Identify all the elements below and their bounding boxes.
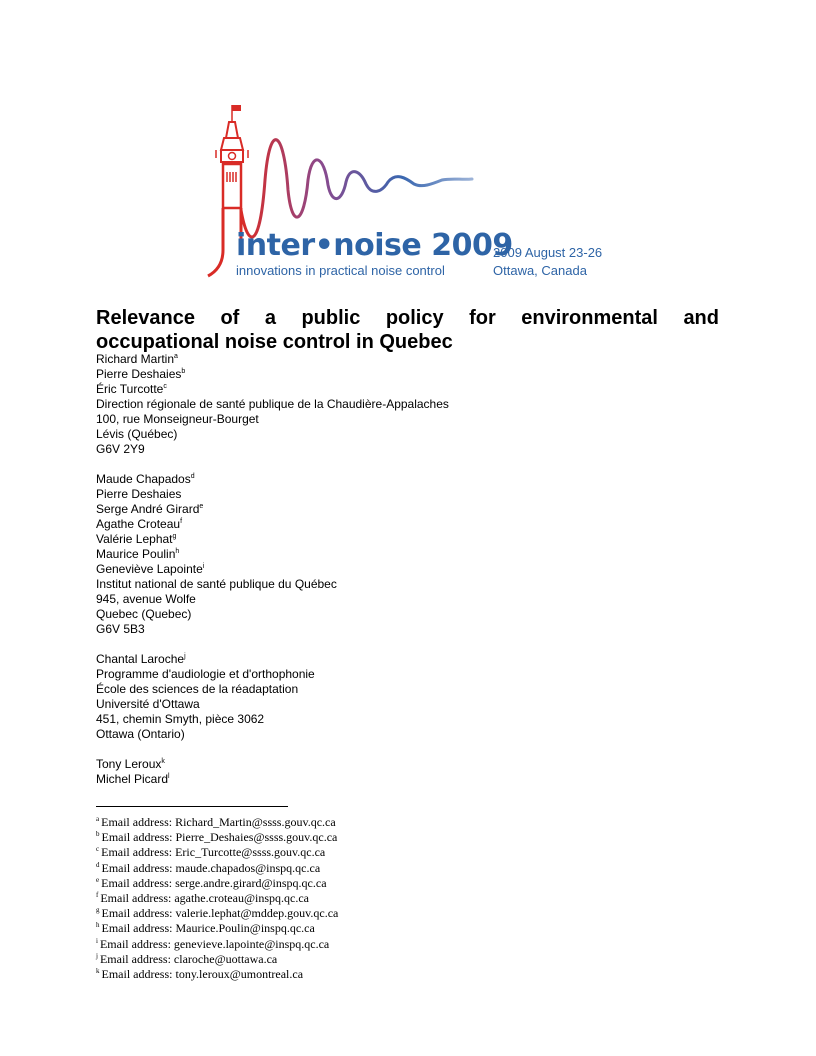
footnote-marker: e: [199, 503, 204, 510]
affiliation-line-text: 945, avenue Wolfe: [96, 592, 196, 606]
affiliation-line: [96, 712, 696, 727]
title-word: policy: [385, 307, 444, 329]
footnote-email: Email address: Eric_Turcotte@ssss.gouv.qc.ca: [101, 845, 326, 860]
affiliation-line: [96, 622, 696, 637]
conference-date: 2009 August 23-26: [493, 245, 603, 260]
footnote-email: Email address: valerie.lephat@mddep.gouv.qc.ca: [101, 906, 339, 921]
author-name-text: Chantal Laroche: [96, 652, 185, 666]
spacer: [96, 637, 696, 652]
affiliation-line: [96, 697, 696, 712]
affiliation-line: [96, 682, 696, 697]
author-name: [96, 502, 696, 517]
title-word: public: [301, 307, 361, 329]
footnote-email: Email address: serge.andre.girard@inspq.qc.ca: [101, 875, 327, 890]
conference-logo: [200, 100, 620, 285]
title-word: and: [683, 307, 719, 329]
spacer: [96, 742, 696, 757]
affiliation-line: [96, 427, 696, 442]
affiliation-line-text: Programme d'audiologie et d'orthophonie: [96, 667, 315, 681]
author-name-text: Richard Martin: [96, 352, 175, 366]
title-word: of: [220, 307, 240, 329]
author-name-text: Agathe Croteau: [96, 517, 181, 531]
footnote-marker: k: [161, 758, 165, 765]
affiliation-line: [96, 727, 696, 742]
author-name: [96, 562, 696, 577]
paper-title-line2: occupational noise control in Quebec: [96, 331, 453, 353]
title-word: Relevance: [96, 307, 195, 329]
title-word: a: [264, 307, 276, 329]
affiliation-line: [96, 412, 696, 427]
footnote-marker: d: [190, 473, 195, 480]
footnote: [96, 876, 696, 891]
author-name-text: Éric Turcotte: [96, 382, 164, 396]
affiliation-line: [96, 667, 696, 682]
affiliation-line-text: École des sciences de la réadaptation: [96, 682, 299, 696]
author-block: [96, 352, 696, 787]
footnotes: [96, 815, 696, 982]
footnote-marker: f: [96, 891, 99, 900]
footnote-email: Email address: maude.chapados@inspq.qc.ca: [101, 860, 321, 875]
footnote-email: Email address: Maurice.Poulin@inspq.qc.ca: [101, 921, 315, 936]
affiliation-line-text: G6V 5B3: [96, 622, 145, 636]
footnote: [96, 921, 696, 936]
footnote: [96, 830, 696, 845]
footnote-email: Email address: agathe.croteau@inspq.qc.ca: [100, 891, 309, 906]
author-name: [96, 517, 696, 532]
author-name: [96, 352, 696, 367]
footnote-email: Email address: Richard_Martin@ssss.gouv.qc.ca: [101, 815, 336, 829]
footnote-marker: h: [96, 921, 100, 930]
author-name-text: Pierre Deshaies: [96, 487, 182, 501]
affiliation-line: [96, 442, 696, 457]
affiliation-line-text: Quebec (Quebec): [96, 607, 192, 621]
footnote-marker: j: [184, 653, 186, 660]
footnote: [96, 967, 696, 982]
footnote-marker: c: [163, 383, 167, 390]
footnote: [96, 815, 696, 830]
paper-title-line1: [96, 306, 719, 330]
footnote-marker: b: [96, 830, 100, 839]
footnote: [96, 845, 696, 860]
footnote-marker: a: [96, 815, 100, 823]
affiliation-line-text: Lévis (Québec): [96, 427, 178, 441]
footnote-marker: g: [96, 906, 100, 915]
title-word: for: [469, 307, 496, 329]
author-name: [96, 487, 696, 502]
affiliation-line: [96, 397, 696, 412]
affiliation-line-text: G6V 2Y9: [96, 442, 145, 456]
author-name: [96, 367, 696, 382]
footnote-marker: d: [96, 860, 100, 869]
author-name: [96, 772, 696, 787]
footnote-marker: a: [174, 353, 178, 360]
footnote: [96, 891, 696, 906]
author-name-text: Maude Chapados: [96, 472, 191, 486]
author-name-text: Maurice Poulin: [96, 547, 176, 561]
author-name-text: Michel Picard: [96, 772, 169, 786]
footnote-marker: i: [202, 563, 205, 570]
footnote-marker: c: [96, 845, 100, 854]
affiliation-line-text: Institut national de santé publique du Québec: [96, 577, 337, 591]
author-name: [96, 652, 696, 667]
footnote-marker: l: [168, 773, 170, 780]
author-name-text: Serge André Girard: [96, 502, 200, 516]
footnote-marker: f: [180, 518, 183, 525]
footnote-marker: i: [96, 936, 98, 945]
author-name-text: Pierre Deshaies: [96, 367, 182, 381]
spacer: [96, 457, 696, 472]
affiliation-line-text: Ottawa (Ontario): [96, 727, 185, 741]
footnote-marker: g: [172, 533, 177, 540]
author-name-text: Tony Leroux: [96, 757, 162, 771]
footnote-marker: j: [96, 951, 98, 960]
conference-location: Ottawa, Canada: [493, 263, 587, 278]
footnote-marker: h: [175, 548, 180, 555]
title-word: environmental: [521, 307, 658, 329]
footnote-email: Email address: genevieve.lapointe@inspq.qc.ca: [99, 936, 330, 951]
brand-name: inter•noise 2009: [236, 228, 513, 263]
brand-tagline: innovations in practical noise control: [236, 263, 445, 278]
author-name: [96, 472, 696, 487]
affiliation-line-text: 100, rue Monseigneur-Bourget: [96, 412, 259, 426]
affiliation-line: [96, 607, 696, 622]
affiliation-line: [96, 577, 696, 592]
affiliation-line-text: Université d'Ottawa: [96, 697, 200, 711]
paper-title: [96, 306, 719, 354]
footnote-marker: k: [96, 967, 100, 976]
author-name-text: Geneviève Lapointe: [96, 562, 203, 576]
affiliation-line: [96, 592, 696, 607]
footnote-separator: [96, 806, 288, 807]
author-name: [96, 757, 696, 772]
footnote: [96, 861, 696, 876]
affiliation-line-text: Direction régionale de santé publique de la Chaudière-Appalaches: [96, 397, 449, 411]
author-name: [96, 547, 696, 562]
footnote-email: Email address: claroche@uottawa.ca: [99, 951, 278, 966]
author-name: [96, 532, 696, 547]
footnote: [96, 952, 696, 967]
footnote-marker: e: [96, 875, 100, 884]
author-name-text: Valérie Lephat: [96, 532, 173, 546]
affiliation-line-text: 451, chemin Smyth, pièce 3062: [96, 712, 265, 726]
footnote-email: Email address: tony.leroux@umontreal.ca: [101, 967, 304, 982]
author-name: [96, 382, 696, 397]
footnote: [96, 937, 696, 952]
footnote: [96, 906, 696, 921]
footnote-email: Email address: Pierre_Deshaies@ssss.gouv.qc.ca: [101, 830, 338, 845]
footnote-marker: b: [181, 368, 186, 375]
